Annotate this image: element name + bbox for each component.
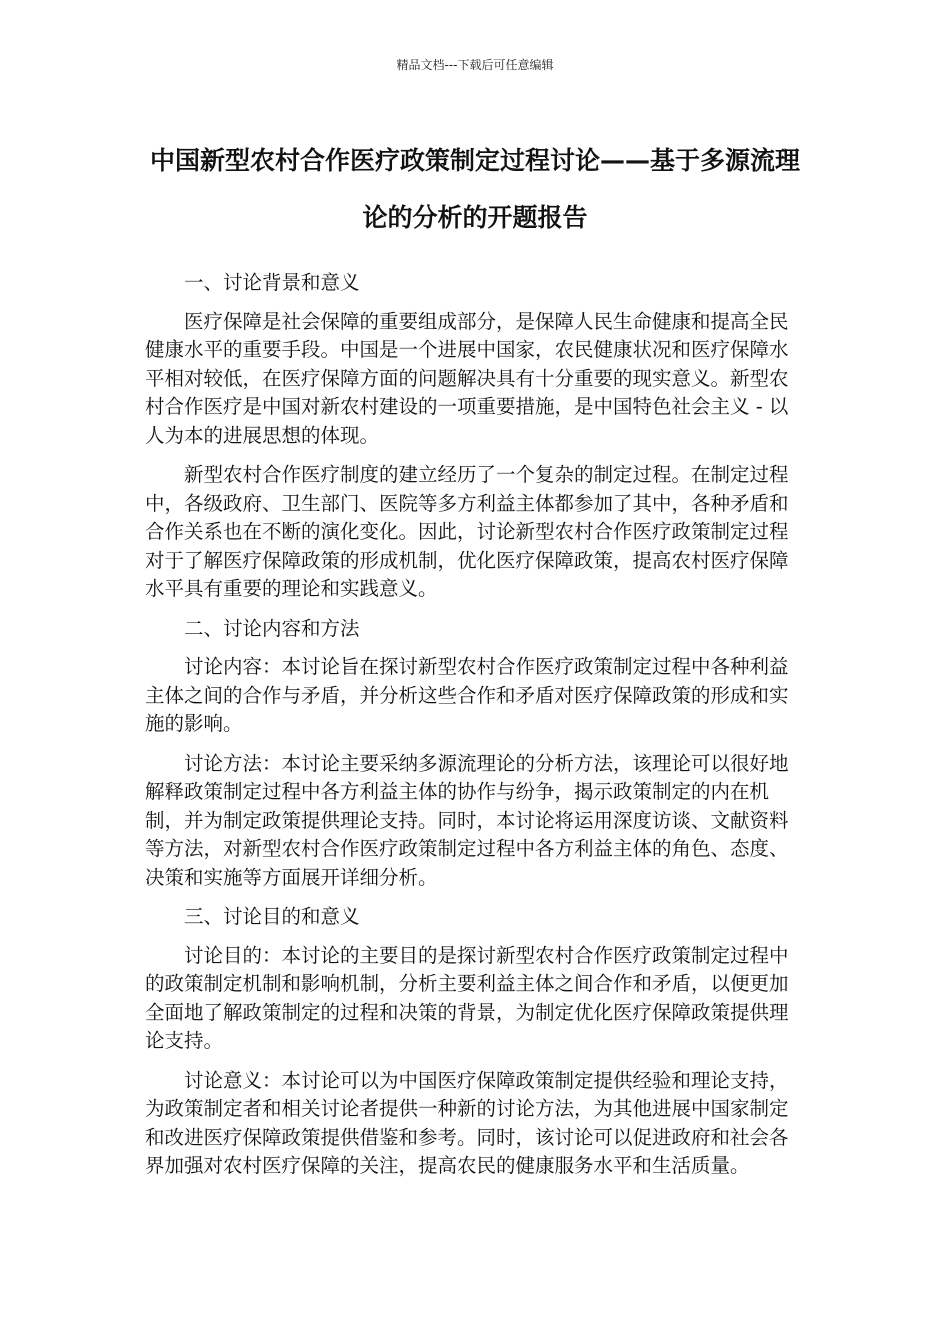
page-header-note: 精品文档---下载后可任意编辑	[396, 58, 554, 72]
document-body	[145, 269, 795, 1192]
section-heading: 三、讨论目的和意义	[184, 905, 360, 928]
paragraph: 新型农村合作医疗制度的建立经历了一个复杂的制定过程。在制定过程中，各级政府、卫生部门、医院等多方利益主体都参加了其中，各种矛盾和合作关系也在不断的演化变化。因此，讨论新型农村合作医疗政策制定过程对于了解医疗保障政策的形成机制，优化医疗保障政策，提高农村医疗保障水平具有重要的理论和实践意义。	[145, 463, 789, 600]
paragraph: 讨论方法：本讨论主要采纳多源流理论的分析方法，该理论可以很好地解释政策制定过程中各方利益主体的协作与纷争，揭示政策制定的内在机制，并为制定政策提供理论支持。同时，本讨论将运用深度访谈、文献资料等方法，对新型农村合作医疗政策制定过程中各方利益主体的角色、态度、决策和实施等方面展开详细分析。	[145, 751, 789, 889]
section-heading: 二、讨论内容和方法	[184, 616, 360, 640]
paragraph: 讨论意义：本讨论可以为中国医疗保障政策制定提供经验和理论支持，为政策制定者和相关讨论者提供一种新的讨论方法，为其他进展中国家制定和改进医疗保障政策提供借鉴和参考。同时，该讨论可以促进政府和社会各界加强对农村医疗保障的关注，提高农民的健康服务水平和生活质量。	[145, 1068, 789, 1177]
document-title: 中国新型农村合作医疗政策制定过程讨论——基于多源流理论的分析的开题报告	[149, 146, 800, 232]
paragraph: 讨论目的：本讨论的主要目的是探讨新型农村合作医疗政策制定过程中的政策制定机制和影响机制，分析主要利益主体之间合作和矛盾，以便更加全面地了解政策制定的过程和决策的背景，为制定优化医疗保障政策提供理论支持。	[145, 943, 789, 1052]
paragraph: 讨论内容：本讨论旨在探讨新型农村合作医疗政策制定过程中各种利益主体之间的合作与矛盾，并分析这些合作和矛盾对医疗保障政策的形成和实施的影响。	[145, 655, 789, 735]
section-heading: 一、讨论背景和意义	[184, 271, 360, 294]
paragraph: 医疗保障是社会保障的重要组成部分，是保障人民生命健康和提高全民健康水平的重要手段。中国是一个进展中国家，农民健康状况和医疗保障水平相对较低，在医疗保障方面的问题解决具有十分重要的现实意义。新型农村合作医疗是中国对新农村建设的一项重要措施，是中国特色社会主义 - 以人为本的进展思想的体现。	[145, 309, 789, 447]
